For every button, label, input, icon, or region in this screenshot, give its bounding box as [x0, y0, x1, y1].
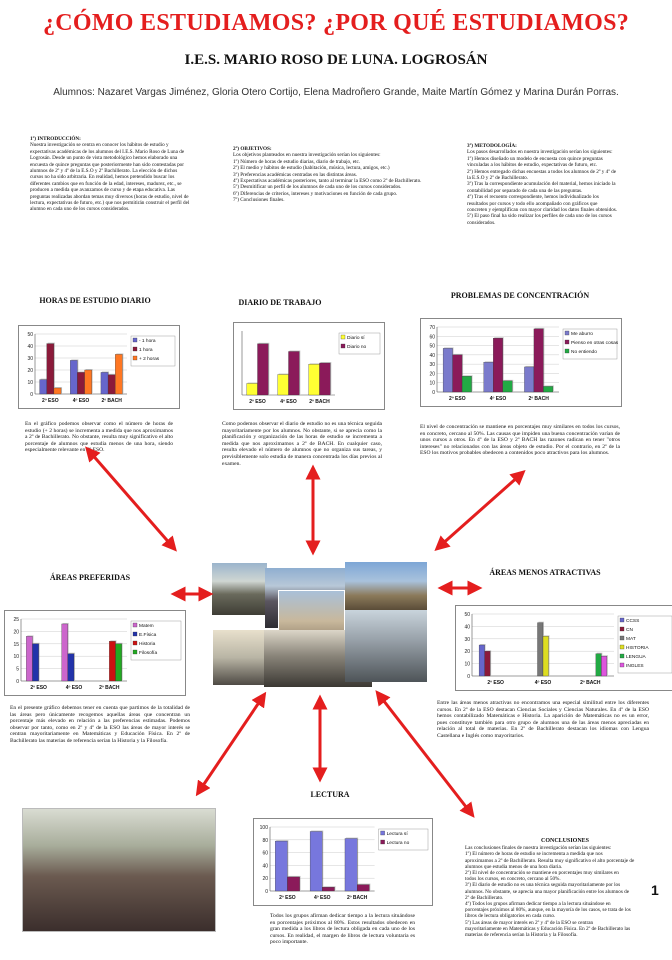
arrow-to-horas: [90, 452, 172, 546]
text-line: alumnos. No obstante, se aprecia una mayor planificación entre los alumnos de: [465, 888, 630, 895]
y-tick-label: 5: [16, 666, 19, 673]
legend-label: Matem: [139, 624, 154, 629]
x-tick-label: 2º ESO: [279, 895, 296, 901]
text-problemas: El nivel de concentración se mantiene en porcentajes muy similares en todos los cursos, en concreto, cercano al 50%. Las causas que impiden una buena concentración varían de unos cursos a otros. En 4º de la ESO y 2º BACH las razones radican en tener "otros intereses" no relacionados con las áreas objeto de estudio. Por el contrario, en 2º de la ESO los motivos probables obedecen a contenidos poco atractivos para los alumnos.: [420, 424, 620, 457]
methodology-heading: 3º) METODOLOGÍA:: [467, 143, 517, 149]
section-title-menos: ÁREAS MENOS ATRACTIVAS: [489, 568, 601, 577]
text-line: Los objetivos planteados en nuestra investigación serían los siguientes:: [233, 152, 381, 159]
section-title-problemas: PROBLEMAS DE CONCENTRACIÓN: [450, 291, 590, 300]
legend-label: Diario no: [347, 345, 367, 350]
y-tick-label: 60: [429, 334, 435, 341]
x-tick-label: 4º ESO: [65, 685, 83, 691]
text-line: contabilidad por separado de cada una de las preguntas.: [467, 187, 583, 194]
text-line: producen a medida que avanzamos de curso y de etapa educativa. Las: [30, 187, 175, 194]
arrow-to-photo: [200, 698, 262, 790]
x-tick-label: 2º ESO: [487, 680, 504, 686]
legend-label: E.Física: [139, 633, 157, 638]
text-diario: Como podemos observar el diario de estudio no es una técnica seguida mayoritariamente por los alumnos. No obstante, si se aprecia como la planificación y organización de las horas de estudio se incrementa a medida que nos aproximamos a 2º de BACH. En cualquier caso, resulta elevado el número de alumnos que no organiza sus tareas, y previsiblemente solo estudia de manera concentrada los días previos al examen.: [222, 421, 382, 467]
conclusions-heading: CONCLUSIONES: [540, 838, 589, 844]
x-tick-label: 2º BACH: [346, 895, 368, 901]
y-tick-label: 0: [16, 679, 19, 685]
y-tick-label: 0: [467, 674, 470, 680]
section-title-lectura: LECTURA: [310, 790, 350, 799]
x-tick-label: 2º ESO: [249, 399, 266, 405]
text-line: Los pasos desarrollados en nuestra investigación serían los siguientes:: [467, 149, 613, 156]
y-tick-label: 10: [13, 654, 19, 661]
text-line: alumnos de 2º y 4º de la E.S.O y 2º Bachillerato. La elección de dichos: [30, 168, 178, 175]
text-line: alumnos que estudia menos de una hora diaria.: [465, 863, 563, 870]
conclusions-lines: [465, 845, 665, 938]
text-line: 3º) El diario de estudio no es una técnica seguida mayoritariamente por los: [465, 882, 621, 889]
x-tick-label: 2º BACH: [99, 685, 120, 691]
text-line: 5º) Las áreas de mayor interés en 2º y 4º de la ESO se centran: [465, 919, 594, 926]
text-line: considerados.: [467, 219, 496, 226]
legend-label: Diario sí: [347, 336, 365, 341]
y-tick-label: 40: [464, 624, 470, 631]
text-line: 3º) Tras la correspondiente acumulación del material, hemos iniciado la: [467, 181, 616, 188]
text-line: encuesta de quince preguntas que posteriormente han sido contestadas por: [30, 161, 184, 168]
legend-label: Filosofía: [139, 651, 158, 656]
x-tick-label: 2º BACH: [309, 399, 330, 405]
text-line: 5º) Desmitificar un perfil de los alumnos de cada uno de los cursos considerados.: [233, 184, 402, 191]
y-tick-label: 30: [429, 362, 435, 369]
legend-label: + 2 horas: [139, 357, 160, 362]
text-line: 2º) El nivel de concentración se mantiene en porcentajes muy similares en: [465, 870, 619, 877]
legend-label: Lectura sí: [386, 832, 408, 837]
x-tick-label: 2º ESO: [30, 685, 47, 691]
legend-label: CCSS: [626, 619, 640, 624]
y-tick-label: 50: [27, 332, 33, 338]
y-tick-label: 15: [13, 641, 19, 648]
y-tick-label: 40: [27, 344, 33, 350]
text-line: 1º) El número de horas de estudio se incrementa a medida que nos: [465, 851, 603, 858]
x-tick-label: 4º ESO: [534, 680, 552, 686]
legend-label: INGLES: [626, 664, 644, 669]
y-tick-label: 30: [27, 356, 33, 362]
y-tick-label: 0: [265, 889, 268, 895]
text-menos: Entre las áreas menos atractivas no encontramos una especial similitud entre los diferentes cursos. En 2º de la ESO destacan Ciencias Sociales y Ciencias Naturales. En 4º de la ESO hemos contabilizado Matemáticas e Historia. La aparición de Matemáticas no es un error, pues constituye también para otro grupo de alumnos una de las áreas menos apreciadas en relación al total de materias. En 2º de Bachillerato destacan los idiomas con Lengua Castellana e Inglés como mayoritarios.: [437, 700, 649, 739]
text-line: expectativas académicas de los alumnos del I.E.S. Mario Roso de Luna de: [30, 148, 185, 155]
arrow-to-problemas: [440, 475, 520, 546]
text-line: concreten y ejemplifican con mayor claridad los datos finales obtenidos.: [467, 207, 618, 214]
y-tick-label: 80: [262, 837, 268, 844]
x-tick-label: 2º BACH: [528, 396, 549, 402]
page-number: 1: [651, 882, 659, 898]
legend-label: Historia: [139, 642, 156, 647]
text-lectura: Todos los grupos afirman dedicar tiempo a la lectura situándose en porcentajes próximos al 80%. Estos resultados obedecen en gran medida a los libros de lectura obligada en cada uno de los cursos. En realidad, el margen de libros de lectura voluntaria es poco importante.: [270, 913, 415, 946]
text-line: 4º) Todos los grupos afirman dedicar tiempo a la lectura situándose en: [465, 901, 611, 908]
text-line: alumno en cada uno de los cursos considerados.: [30, 206, 130, 213]
legend-label: MAT: [626, 637, 636, 642]
legend-label: Me aburro: [571, 332, 593, 337]
y-tick-label: 20: [464, 649, 470, 656]
y-tick-label: 50: [429, 343, 435, 350]
text-line: cursos no ha sido arbitraria. En realidad, hemos pretendido buscar los: [30, 174, 175, 181]
text-line: Nuestra investigación se centra en conocer los hábitos de estudio y: [30, 142, 169, 149]
y-tick-label: 25: [13, 617, 19, 623]
text-line: preguntas realizadas abordan temas muy diversos (horas de estudio, nivel de: [30, 193, 189, 200]
y-tick-label: 10: [429, 380, 435, 387]
y-tick-label: 20: [13, 629, 19, 636]
text-line: 2º de Bachillerato.: [465, 894, 504, 901]
x-tick-label: 4º ESO: [72, 398, 90, 404]
page-title: ¿CÓMO ESTUDIAMOS? ¿POR QUÉ ESTUDIAMOS?: [42, 10, 630, 36]
section-title-diario: DIARIO DE TRABAJO: [238, 298, 322, 307]
y-tick-label: 20: [27, 368, 33, 374]
y-tick-label: 10: [464, 661, 470, 668]
y-tick-label: 60: [262, 850, 268, 857]
x-tick-label: 2º BACH: [580, 680, 601, 686]
legend-label: LENGUA: [626, 655, 646, 660]
text-preferidas: En el presente gráfico debemos tener en cuenta que partimos de la totalidad de las áreas pero únicamente recogemos aquellas áreas que concentran un porcentaje más elevado en relación a las preferencias estimadas. Podemos observar por tanto, como en 2º y 4º de la ESO las áreas de mayor interés se centran mayoritariamente en Matemáticas y Educación Física. En 2º de Bachillerato las materias de referencia serían la Historia y la Filosofía.: [10, 705, 190, 744]
y-tick-label: 0: [30, 392, 33, 398]
x-tick-label: 4º ESO: [280, 399, 297, 405]
conclusions-block: [465, 838, 665, 938]
text-line: vinculadas a los hábitos de estudio, expectativas de futuro, etc.: [467, 162, 598, 169]
text-line: 2º) El medio y hábitos de estudio (habitación, música, lectura, amigos, etc.): [233, 165, 390, 172]
arrow-to-conclusiones: [380, 696, 470, 812]
text-line: aproximamos a 2º de Bachillerato. Resulta muy significativo el alto porcentaje de: [465, 857, 635, 864]
text-line: 3º) Preferencias académicas centradas en las distintas áreas.: [233, 171, 358, 178]
y-tick-label: 100: [259, 825, 268, 831]
text-line: todos los cursos, en concreto, cercano al 50%.: [465, 876, 561, 883]
text-horas: En el gráfico podemos observar como el número de horas de estudio (+ 2 horas) se incrementa a medida que nos aproximamos a 2º de Bachillerato. No obstante, resulta muy significativo el alto porcentaje de alumnos que estudia menos de una hora, siendo especialmente relevante en 4º ESO.: [25, 421, 173, 454]
y-tick-label: 40: [429, 352, 435, 359]
text-line: 7º) Conclusiones finales.: [233, 197, 285, 204]
school-name: I.E.S. MARIO ROSO DE LUNA. LOGROSÁN: [184, 52, 488, 68]
text-line: materias de referencia serían la Historia y la Filosofía.: [465, 932, 578, 939]
y-tick-label: 40: [262, 863, 268, 870]
legend-label: - 1 hora: [139, 339, 156, 344]
section-title-preferidas: ÁREAS PREFERIDAS: [49, 573, 131, 582]
legend-label: 1 hora: [139, 348, 153, 353]
y-tick-label: 70: [429, 325, 435, 331]
y-tick-label: 30: [464, 636, 470, 643]
text-line: la E.S.O y 2º de Bachillerato.: [467, 175, 528, 182]
y-tick-label: 0: [432, 390, 435, 396]
text-line: diferentes cambios que en función de la edad, intereses, madurez, etc., se: [30, 180, 182, 187]
legend-label: CN: [626, 628, 633, 633]
text-line: 6º) Diferencias de criterios, intereses y motivaciones en función de cada grupo.: [233, 190, 398, 197]
intro-heading: 1º) INTRODUCCIÓN:: [30, 136, 81, 142]
x-tick-label: 2º ESO: [449, 396, 466, 402]
x-tick-label: 4º ESO: [314, 895, 331, 901]
y-tick-label: 10: [27, 380, 33, 386]
text-line: 1º) Número de horas de estudio diarias, diario de trabajo, etc.: [233, 158, 361, 165]
text-line: 4º) Tras el recuento correspondiente, hemos individualizado los: [467, 194, 599, 201]
text-line: resultados por cursos y todo ello acompañado con gráficos que: [467, 200, 598, 207]
y-tick-label: 50: [464, 612, 470, 618]
legend-label: Pienso en otras cosas: [571, 341, 619, 346]
x-tick-label: 2º BACH: [101, 398, 122, 404]
text-line: 4º) Expectativas académicas posteriores, tanto al terminar la ESO como 2º de Bachillerato.: [233, 178, 422, 185]
legend-label: No entiendo: [571, 350, 597, 355]
legend-label: HISTORIA: [626, 646, 649, 651]
x-tick-label: 4º ESO: [489, 396, 507, 402]
text-line: 2º) Hemos entregado dichas encuestas a todos los alumnos de 2º y 4º de: [467, 168, 617, 175]
y-tick-label: 20: [262, 876, 268, 883]
text-line: 1º) Hemos diseñado un modelo de encuesta con quince preguntas: [467, 155, 603, 162]
text-line: lectura, expectativas de futuro, etc.) que nos permitirán construir el perfil del: [30, 200, 190, 207]
authors-line: Alumnos: Nazaret Vargas Jiménez, Gloria Otero Cortijo, Elena Madroñero Grande, Maite Martín Gómez y Marina Durán Porras.: [53, 87, 619, 98]
objectives-heading: 2º) OBJETIVOS:: [233, 146, 272, 152]
section-title-horas: HORAS DE ESTUDIO DIARIO: [39, 296, 151, 305]
y-tick-label: 20: [429, 371, 435, 378]
text-line: Las conclusiones finales de nuestra investigación serían las siguientes:: [465, 845, 612, 852]
text-line: 5º) El paso final ha sido realizar los perfiles de cada uno de los cursos: [467, 213, 612, 220]
text-line: porcentajes próximos al 80%, aunque, en la mayoría de los casos, se trata de los: [465, 907, 631, 914]
text-line: Logrosán. Desde un punto de vista metodológico hemos elaborado una: [30, 155, 178, 162]
text-line: libros de lectura obligatorios en cada curso.: [465, 913, 556, 920]
legend-label: Lectura no: [386, 841, 410, 846]
text-line: mayoritariamente en Matemáticas y Educación Física. En 2º de Bachillerato las: [465, 925, 631, 932]
x-tick-label: 2º ESO: [42, 398, 59, 404]
